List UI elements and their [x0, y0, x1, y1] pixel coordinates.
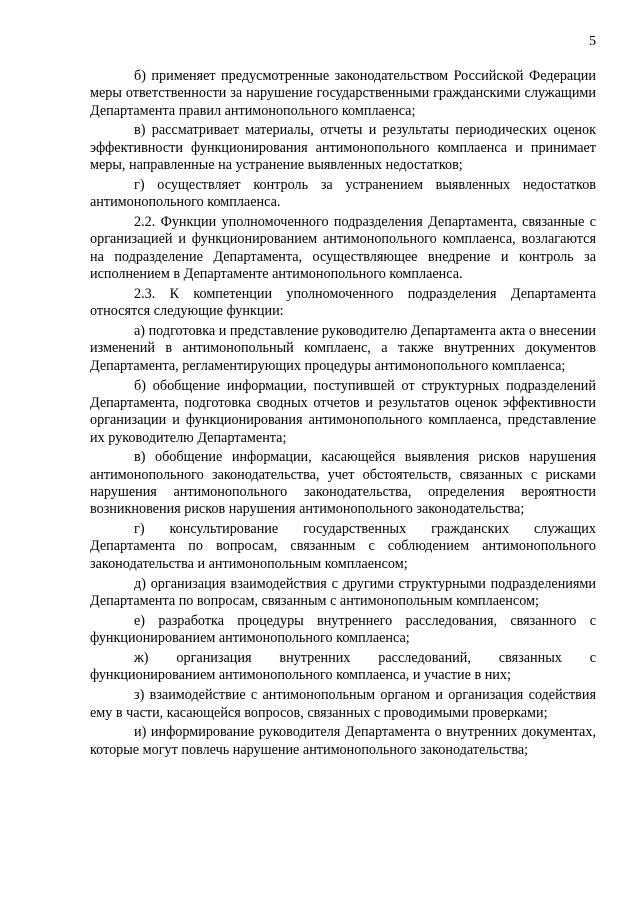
paragraph: и) информирование руководителя Департамента о внутренних документах, которые могут повлечь нарушение антимонопольного законодательства; — [90, 724, 596, 758]
paragraph: е) разработка процедуры внутреннего расследования, связанного с функционированием антимонопольного комплаенса; — [90, 612, 596, 647]
paragraph: г) консультирование государственных гражданских служащих Департамента по вопросам, связанным с соблюдением антимонопольного законодательства и антимонопольным комплаенсом; — [90, 521, 596, 572]
paragraph: 2.3. К компетенции уполномоченного подразделения Департамента относятся следующие функции: — [90, 285, 596, 320]
paragraph: а) подготовка и представление руководителю Департамента акта о внесении изменений в антимонопольный комплаенс, а также внутренних документов Департамента, регламентирующих процедуры антимонопольного комплаенса; — [90, 323, 596, 374]
paragraph: б) применяет предусмотренные законодательством Российской Федерации меры ответственности за нарушение государственными гражданскими служащими Департамента правил антимонопольного комплаенса; — [90, 68, 596, 119]
paragraph: ж) организация внутренних расследований, связанных с функционированием антимонопольного комплаенса, и участие в них; — [90, 650, 596, 684]
page-number: 5 — [589, 34, 596, 49]
document-body — [90, 68, 596, 762]
paragraph: д) организация взаимодействия с другими структурными подразделениями Департамента по вопросам, связанным с антимонопольным комплаенсом; — [90, 575, 596, 609]
paragraph: 2.2. Функции уполномоченного подразделения Департамента, связанные с организацией и функционированием антимонопольного комплаенса, возлагаются на подразделение Департамента, осуществляющее внедрение и контроль за исполнением в Департаменте антимонопольного комплаенса. — [90, 214, 596, 283]
paragraph: г) осуществляет контроль за устранением выявленных недостатков антимонопольного комплаенса. — [90, 176, 596, 211]
paragraph: в) обобщение информации, касающейся выявления рисков нарушения антимонопольного законодательства, учет обстоятельств, связанных с рисками нарушения антимонопольного законодательства, определения вероятности возникновения рисков нарушения антимонопольного законодательства; — [90, 449, 596, 518]
paragraph: б) обобщение информации, поступившей от структурных подразделений Департамента, подготовка сводных отчетов и результатов оценок эффективности организации и функционирования антимонопольного комплаенса, представление их руководителю Департамента; — [90, 377, 596, 446]
paragraph: з) взаимодействие с антимонопольным органом и организация содействия ему в части, касающейся вопросов, связанных с проводимыми проверками; — [90, 687, 596, 721]
paragraph: в) рассматривает материалы, отчеты и результаты периодических оценок эффективности функционирования антимонопольного комплаенса и принимает меры, направленные на устранение выявленных недостатков; — [90, 122, 596, 174]
